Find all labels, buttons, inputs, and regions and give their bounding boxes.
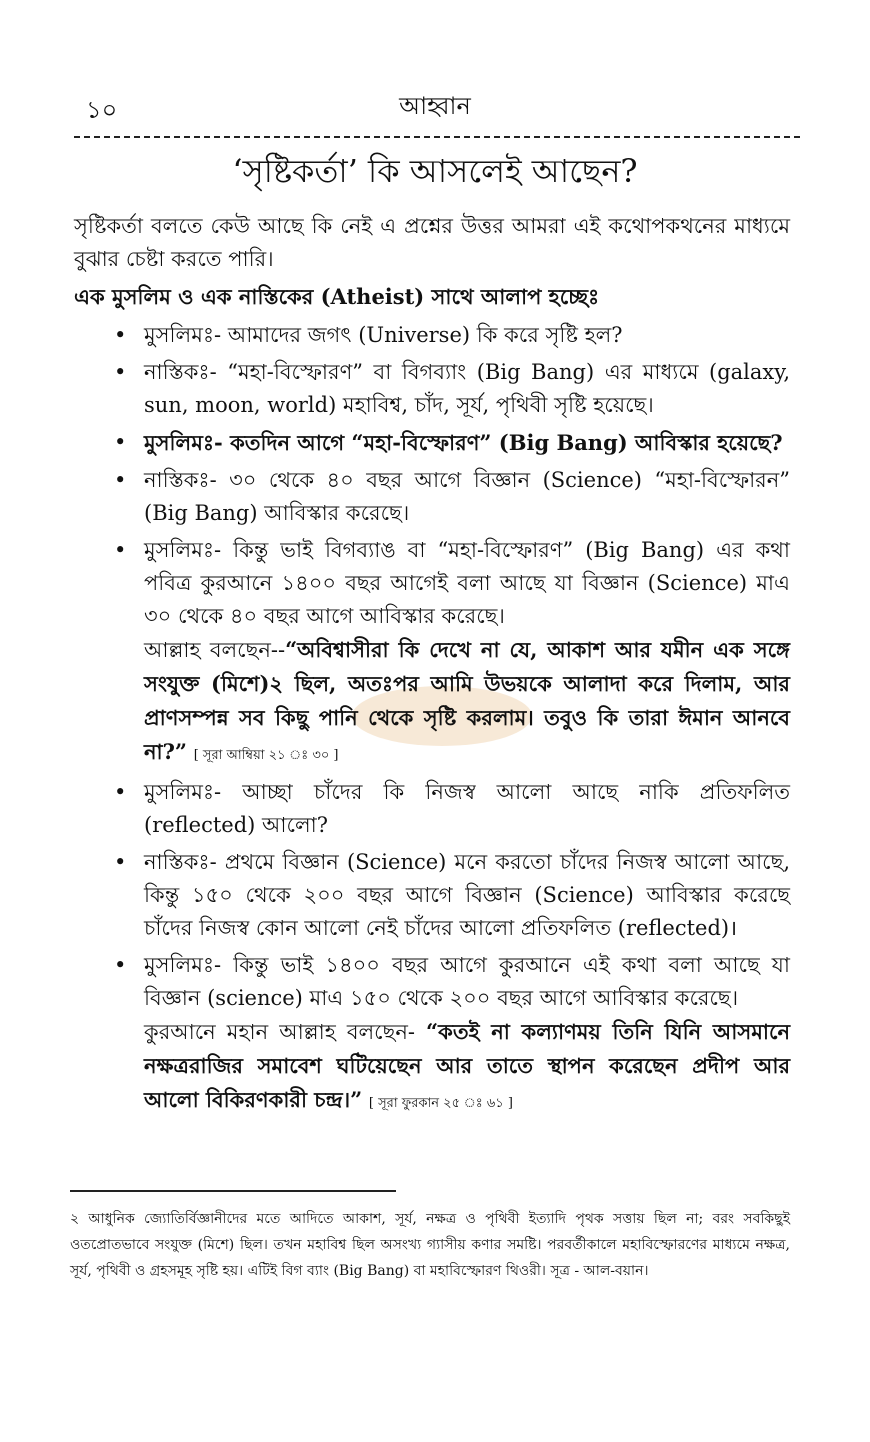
main-content — [74, 210, 790, 1124]
dialogue-item-3 — [74, 426, 790, 460]
quote-citation: [ সূরা ফুরকান ২৫ ঃ ৬১ ] — [368, 1096, 513, 1111]
page-number: ১০ — [86, 96, 118, 124]
bullet-icon: • — [114, 538, 127, 562]
dialogue-list — [74, 319, 790, 1120]
dialogue-text: মুসলিমঃ- আমাদের জগৎ (Universe) কি করে সৃষ্টি হল? — [144, 323, 623, 347]
quote-text: “অবিশ্বাসীরা কি দেখে না যে, আকাশ আর যমীন এক সঙ্গে সংযুক্ত (মিশে)২ ছিল, অতঃপর আমি উভয়কে আলাদা করে দিলাম, আর প্রাণসম্পন্ন সব কিছু পানি থেকে সৃষ্টি করলাম। তবুও কি তারা ঈমান আনবে না?” — [144, 637, 790, 764]
dialogue-text: নাস্তিকঃ- ৩০ থেকে ৪০ বছর আগে বিজ্ঞান (Science) “মহা-বিস্ফোরন” (Big Bang) আবিস্কার করেছে। — [144, 468, 790, 525]
chapter-title: ‘সৃষ্টিকর্তা’ কি আসলেই আছেন? — [232, 152, 638, 190]
intro-paragraph: সৃষ্টিকর্তা বলতে কেউ আছে কি নেই এ প্রশ্নের উত্তর আমরা এই কথোপকথনের মাধ্যমে বুঝার চেষ্টা করতে পারি। — [74, 214, 790, 271]
dialogue-item-1 — [74, 319, 790, 352]
dialogue-item-8 — [74, 949, 790, 1120]
bullet-icon: • — [114, 468, 127, 492]
quote-intro: কুরআনে মহান আল্লাহ বলছেন- — [144, 1020, 427, 1044]
bullet-icon: • — [114, 780, 127, 804]
quote-intro: আল্লাহ বলছেন-- — [144, 638, 286, 662]
quran-quote — [144, 633, 790, 772]
dialogue-text: মুসলিমঃ- কিন্তু ভাই ১৪০০ বছর আগে কুরআনে এই কথা বলা আছে যা বিজ্ঞান (science) মাএ ১৫০ থেকে ২০০ বছর আগে আবিস্কার করেছে। — [144, 953, 790, 1010]
dialogue-item-6 — [74, 776, 790, 842]
dialogue-item-4 — [74, 464, 790, 530]
dialogue-item-2 — [74, 356, 790, 422]
dialogue-item-7 — [74, 846, 790, 945]
running-title: আহ্বান — [399, 92, 471, 120]
bullet-icon: • — [114, 430, 127, 454]
dialogue-text: নাস্তিকঃ- “মহা-বিস্ফোরণ” বা বিগব্যাং (Big Bang) এর মাধ্যমে (galaxy, sun, moon, world) মহাবিশ্ব, চাঁদ, সূর্য, পৃথিবী সৃষ্টি হয়েছে। — [144, 360, 790, 417]
bullet-icon: • — [114, 323, 127, 347]
dialogue-text: মুসলিমঃ- কতদিন আগে “মহা-বিস্ফোরণ” (Big Bang) আবিস্কার হয়েছে? — [144, 430, 783, 455]
quran-quote — [144, 1015, 790, 1120]
bullet-icon: • — [114, 953, 127, 977]
header-rule — [74, 136, 800, 138]
dialogue-text: মুসলিমঃ- আচ্ছা চাঁদের কি নিজস্ব আলো আছে নাকি প্রতিফলিত (reflected) আলো? — [144, 780, 790, 837]
quote-text: “কতই না কল্যাণময় তিনি যিনি আসমানে নক্ষত্ররাজির সমাবেশ ঘটিয়েছেন আর তাতে স্থাপন করেছেন প্রদীপ আর আলো বিকিরণকারী চন্দ্র।” — [144, 1019, 790, 1112]
footnote: ২ আধুনিক জ্যোতির্বিজ্ঞানীদের মতে আদিতে আকাশ, সূর্য, নক্ষত্র ও পৃথিবী ইত্যাদি পৃথক সত্তায় ছিল না; বরং সবকিছুই ওতপ্রোতভাবে সংযুক্ত (মিশে) ছিল। তখন মহাবিশ্ব ছিল অসংখ্য গ্যাসীয় কণার সমষ্টি। পরবর্তীকালে মহাবিস্ফোরণের মাধ্যমে নক্ষত্র, সূর্য, পৃথিবী ও গ্রহসমূহ সৃষ্টি হয়। এটিই বিগ ব্যাং (Big Bang) বা মহাবিস্ফোরণ থিওরী। সূত্র - আল-বয়ান। — [70, 1211, 790, 1279]
bullet-icon: • — [114, 360, 127, 384]
dialogue-text: নাস্তিকঃ- প্রথমে বিজ্ঞান (Science) মনে করতো চাঁদের নিজস্ব আলো আছে, কিন্তু ১৫০ থেকে ২০০ বছর আগে বিজ্ঞান (Science) আবিস্কার করেছে চাঁদের নিজস্ব কোন আলো নেই চাঁদের আলো প্রতিফলিত (reflected)। — [144, 850, 790, 940]
dialogue-text: মুসলিমঃ- কিন্তু ভাই বিগব্যাঙ বা “মহা-বিস্ফোরণ” (Big Bang) এর কথা পবিত্র কুরআনে ১৪০০ বছর আগেই বলা আছে যা বিজ্ঞান (Science) মাএ ৩০ থেকে ৪০ বছর আগে আবিস্কার করেছে। — [144, 538, 790, 628]
bullet-icon: • — [114, 850, 127, 874]
dialogue-heading: এক মুসলিম ও এক নাস্তিকের (Atheist) সাথে আলাপ হচ্ছেঃ — [74, 284, 600, 309]
footnote-rule — [70, 1190, 396, 1192]
quote-citation: [ সূরা আম্বিয়া ২১ ঃ ৩০ ] — [193, 748, 339, 763]
dialogue-item-5 — [74, 534, 790, 772]
